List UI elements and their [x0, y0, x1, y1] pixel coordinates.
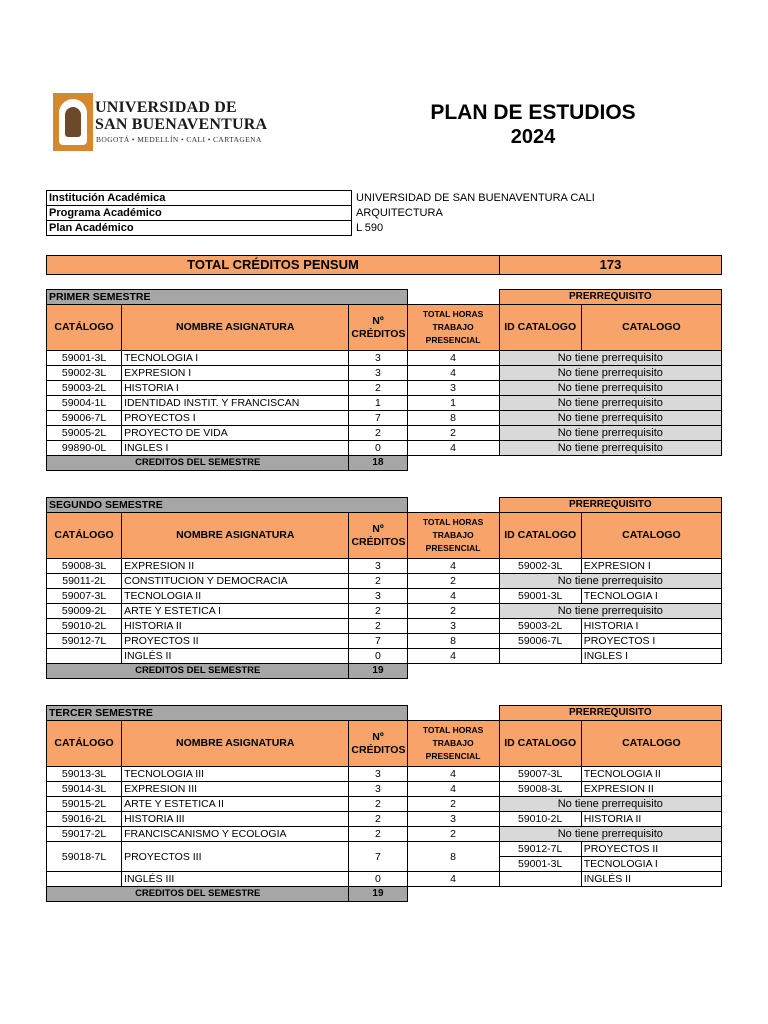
course-credits: 2 [349, 812, 407, 827]
course-hours: 2 [407, 574, 499, 589]
total-credits-value: 173 [500, 256, 722, 275]
prereq-id [499, 649, 581, 664]
course-catalog: 59018-7L [47, 842, 122, 872]
info-value: UNIVERSIDAD DE SAN BUENAVENTURA CALI [356, 192, 595, 204]
course-credits: 7 [349, 634, 407, 649]
table-row [47, 396, 722, 411]
no-prerequisite: No tiene prerrequisito [499, 411, 721, 426]
prereq-id: 59001-3L [499, 589, 581, 604]
prereq-catalog: HISTORIA II [581, 812, 721, 827]
course-hours: 1 [407, 396, 499, 411]
course-credits: 0 [349, 441, 407, 456]
header-gap [407, 290, 499, 305]
program-info-table [46, 190, 595, 236]
prereq-id: 59012-7L [499, 842, 581, 857]
prereq-id: 59003-2L [499, 619, 581, 634]
course-name: EXPRESION III [122, 782, 349, 797]
prereq-id: 59006-7L [499, 634, 581, 649]
course-catalog: 59004-1L [47, 396, 122, 411]
prereq-catalog: TECNOLOGIA I [581, 857, 721, 872]
table-row [47, 589, 722, 604]
table-row [47, 619, 722, 634]
university-logo [53, 93, 268, 151]
col-horas: TOTAL HORAS TRABAJO PRESENCIAL [407, 513, 499, 559]
course-name: PROYECTO DE VIDA [122, 426, 349, 441]
course-catalog: 59013-3L [47, 767, 122, 782]
no-prerequisite: No tiene prerrequisito [499, 426, 721, 441]
prereq-id: 59007-3L [499, 767, 581, 782]
col-catalogo: CATÁLOGO [47, 305, 122, 351]
no-prerequisite: No tiene prerrequisito [499, 797, 721, 812]
course-name: HISTORIA III [122, 812, 349, 827]
table-row [47, 441, 722, 456]
col-creditos: Nº CRÉDITOS [349, 513, 407, 559]
course-credits: 2 [349, 426, 407, 441]
course-name: TECNOLOGIA III [122, 767, 349, 782]
prerequisite-header: PRERREQUISITO [499, 290, 721, 305]
course-name: FRANCISCANISMO Y ECOLOGIA [122, 827, 349, 842]
col-nombre: NOMBRE ASIGNATURA [122, 721, 349, 767]
course-credits: 3 [349, 351, 407, 366]
course-credits: 3 [349, 366, 407, 381]
course-catalog: 59005-2L [47, 426, 122, 441]
course-hours: 4 [407, 351, 499, 366]
table-row [47, 559, 722, 574]
total-credits-table [46, 255, 722, 275]
table-row [47, 604, 722, 619]
semester-credits-label: CREDITOS DEL SEMESTRE [47, 664, 349, 679]
course-name: EXPRESION I [122, 366, 349, 381]
semester-name: TERCER SEMESTRE [47, 706, 408, 721]
course-name: IDENTIDAD INSTIT. Y FRANCISCAN [122, 396, 349, 411]
prereq-catalog: PROYECTOS II [581, 842, 721, 857]
col-catalogo-prerreq: CATALOGO [581, 305, 721, 351]
course-hours: 2 [407, 797, 499, 812]
course-hours: 4 [407, 441, 499, 456]
col-catalogo: CATÁLOGO [47, 513, 122, 559]
info-label: Plan Académico [47, 221, 352, 236]
course-credits: 7 [349, 411, 407, 426]
semester-table [46, 705, 722, 902]
table-row [47, 767, 722, 782]
course-hours: 4 [407, 366, 499, 381]
course-name: HISTORIA I [122, 381, 349, 396]
semester-credits-value: 19 [349, 887, 407, 902]
col-catalogo: CATÁLOGO [47, 721, 122, 767]
semester-credits-value: 19 [349, 664, 407, 679]
course-catalog: 59001-3L [47, 351, 122, 366]
course-catalog: 59007-3L [47, 589, 122, 604]
table-row [47, 366, 722, 381]
page-year: 2024 [510, 126, 556, 148]
course-name: EXPRESION II [122, 559, 349, 574]
course-credits: 3 [349, 767, 407, 782]
course-name: INGLÉS II [122, 649, 349, 664]
course-hours: 3 [407, 812, 499, 827]
course-hours: 2 [407, 426, 499, 441]
course-hours: 4 [407, 649, 499, 664]
page-title: PLAN DE ESTUDIOS [430, 101, 636, 124]
prerequisite-header: PRERREQUISITO [499, 498, 721, 513]
prereq-catalog: PROYECTOS I [581, 634, 721, 649]
header-gap [407, 706, 499, 721]
table-row [47, 797, 722, 812]
no-prerequisite: No tiene prerrequisito [499, 574, 721, 589]
course-name: TECNOLOGIA II [122, 589, 349, 604]
prereq-catalog: INGLÉS II [581, 872, 721, 887]
info-value: ARQUITECTURA [356, 207, 443, 219]
prereq-id: 59010-2L [499, 812, 581, 827]
course-catalog: 59011-2L [47, 574, 122, 589]
table-row [47, 411, 722, 426]
col-id-catalogo: ID CATALOGO [499, 721, 581, 767]
info-row [47, 221, 526, 236]
course-credits: 2 [349, 604, 407, 619]
course-name: HISTORIA II [122, 619, 349, 634]
course-hours: 4 [407, 782, 499, 797]
col-horas: TOTAL HORAS TRABAJO PRESENCIAL [407, 305, 499, 351]
no-prerequisite: No tiene prerrequisito [499, 827, 721, 842]
prereq-catalog: TECNOLOGIA I [581, 589, 721, 604]
prerequisite-header: PRERREQUISITO [499, 706, 721, 721]
logo-name-line1: UNIVERSIDAD DE [95, 99, 237, 116]
prereq-id [499, 872, 581, 887]
course-credits: 2 [349, 797, 407, 812]
course-name: PROYECTOS III [122, 842, 349, 872]
no-prerequisite: No tiene prerrequisito [499, 366, 721, 381]
course-name: INGLÉS III [122, 872, 349, 887]
course-catalog: 59012-7L [47, 634, 122, 649]
info-value: L 590 [356, 222, 384, 234]
course-hours: 8 [407, 842, 499, 872]
course-catalog: 59003-2L [47, 381, 122, 396]
col-creditos: Nº CRÉDITOS [349, 305, 407, 351]
course-catalog: 59015-2L [47, 797, 122, 812]
course-credits: 2 [349, 381, 407, 396]
semester-name: PRIMER SEMESTRE [47, 290, 408, 305]
course-catalog: 59010-2L [47, 619, 122, 634]
course-name: PROYECTOS I [122, 411, 349, 426]
course-credits: 3 [349, 782, 407, 797]
prereq-catalog: INGLES I [581, 649, 721, 664]
info-label: Institución Académica [47, 191, 352, 206]
prereq-catalog: TECNOLOGIA II [581, 767, 721, 782]
table-row [47, 351, 722, 366]
header-gap [407, 498, 499, 513]
course-hours: 4 [407, 872, 499, 887]
course-hours: 3 [407, 619, 499, 634]
semester-name: SEGUNDO SEMESTRE [47, 498, 408, 513]
col-nombre: NOMBRE ASIGNATURA [122, 305, 349, 351]
table-row [47, 634, 722, 649]
prereq-catalog: HISTORIA I [581, 619, 721, 634]
course-hours: 4 [407, 589, 499, 604]
course-name: PROYECTOS II [122, 634, 349, 649]
table-row [47, 827, 722, 842]
course-name: ARTE Y ESTETICA II [122, 797, 349, 812]
col-catalogo-prerreq: CATALOGO [581, 721, 721, 767]
course-catalog: 59008-3L [47, 559, 122, 574]
prereq-id: 59002-3L [499, 559, 581, 574]
course-credits: 7 [349, 842, 407, 872]
course-credits: 0 [349, 649, 407, 664]
table-row [47, 381, 722, 396]
course-catalog: 59009-2L [47, 604, 122, 619]
prereq-id: 59008-3L [499, 782, 581, 797]
table-row [47, 872, 722, 887]
course-credits: 0 [349, 872, 407, 887]
table-row [47, 426, 722, 441]
semester-table [46, 497, 722, 679]
col-nombre: NOMBRE ASIGNATURA [122, 513, 349, 559]
no-prerequisite: No tiene prerrequisito [499, 351, 721, 366]
col-catalogo-prerreq: CATALOGO [581, 513, 721, 559]
course-name: ARTE Y ESTETICA I [122, 604, 349, 619]
course-name: CONSTITUCION Y DEMOCRACIA [122, 574, 349, 589]
prereq-catalog: EXPRESION II [581, 782, 721, 797]
semester-credits-value: 18 [349, 456, 407, 471]
course-hours: 2 [407, 827, 499, 842]
course-catalog: 59006-7L [47, 411, 122, 426]
course-hours: 4 [407, 767, 499, 782]
table-row [47, 782, 722, 797]
info-label: Programa Académico [47, 206, 352, 221]
no-prerequisite: No tiene prerrequisito [499, 396, 721, 411]
university-shield-icon [53, 93, 93, 151]
course-catalog: 59014-3L [47, 782, 122, 797]
table-row [47, 812, 722, 827]
prereq-id: 59001-3L [499, 857, 581, 872]
col-id-catalogo: ID CATALOGO [499, 513, 581, 559]
col-creditos: Nº CRÉDITOS [349, 721, 407, 767]
no-prerequisite: No tiene prerrequisito [499, 441, 721, 456]
course-name: INGLES I [122, 441, 349, 456]
col-horas: TOTAL HORAS TRABAJO PRESENCIAL [407, 721, 499, 767]
course-catalog: 99890-0L [47, 441, 122, 456]
course-catalog: 59017-2L [47, 827, 122, 842]
logo-cities: BOGOTÁ • MEDELLÍN • CALI • CARTAGENA [96, 135, 262, 144]
course-credits: 3 [349, 559, 407, 574]
semester-credits-label: CREDITOS DEL SEMESTRE [47, 456, 349, 471]
no-prerequisite: No tiene prerrequisito [499, 381, 721, 396]
col-id-catalogo: ID CATALOGO [499, 305, 581, 351]
course-name: TECNOLOGIA I [122, 351, 349, 366]
no-prerequisite: No tiene prerrequisito [499, 604, 721, 619]
course-credits: 3 [349, 589, 407, 604]
info-row [47, 191, 526, 206]
course-hours: 4 [407, 559, 499, 574]
course-catalog [47, 872, 122, 887]
semester-credits-label: CREDITOS DEL SEMESTRE [47, 887, 349, 902]
course-hours: 2 [407, 604, 499, 619]
course-catalog: 59002-3L [47, 366, 122, 381]
course-hours: 8 [407, 634, 499, 649]
course-credits: 2 [349, 619, 407, 634]
table-row [47, 574, 722, 589]
course-hours: 3 [407, 381, 499, 396]
prereq-catalog: EXPRESION I [581, 559, 721, 574]
semester-table [46, 289, 722, 471]
course-catalog: 59016-2L [47, 812, 122, 827]
course-credits: 2 [349, 574, 407, 589]
course-credits: 2 [349, 827, 407, 842]
course-hours: 8 [407, 411, 499, 426]
logo-name-line2: SAN BUENAVENTURA [95, 116, 268, 133]
table-row [47, 649, 722, 664]
course-credits: 1 [349, 396, 407, 411]
course-catalog [47, 649, 122, 664]
info-row [47, 206, 526, 221]
total-credits-label: TOTAL CRÉDITOS PENSUM [47, 256, 500, 275]
